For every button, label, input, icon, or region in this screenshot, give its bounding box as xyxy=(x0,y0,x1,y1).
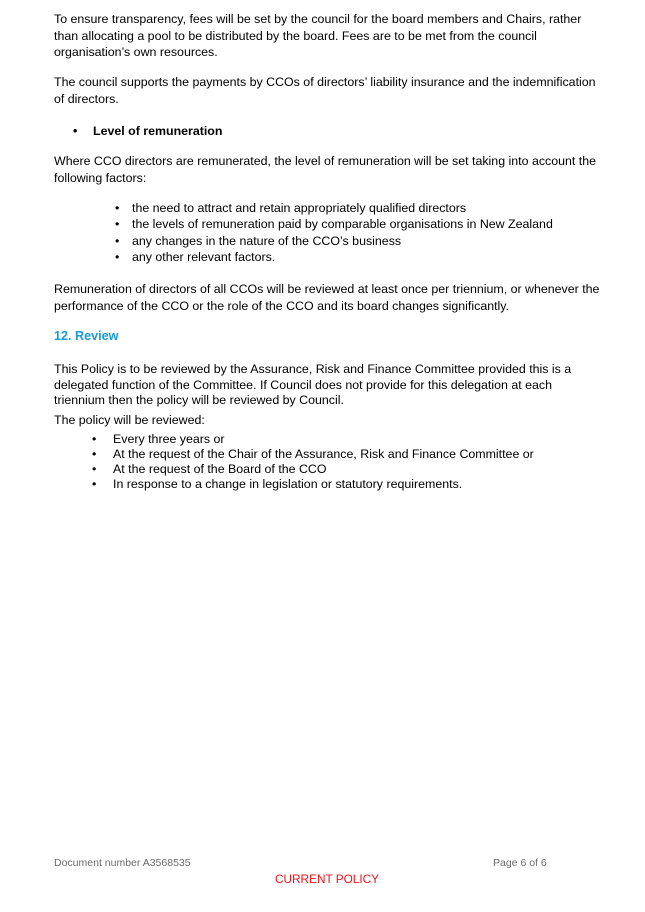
list-item: • At the request of the Chair of the Assurance, Risk and Finance Committee or xyxy=(92,447,534,461)
page-number: Page 6 of 6 xyxy=(493,857,547,869)
review-triggers-list xyxy=(92,432,534,492)
list-item: • At the request of the Board of the CCO xyxy=(92,462,327,476)
bullet-icon: • xyxy=(115,201,120,215)
list-item: • the need to attract and retain appropriately qualified directors xyxy=(115,201,467,215)
bullet-icon: • xyxy=(115,249,120,264)
level-intro-paragraph: Where CCO directors are remunerated, the level of remuneration will be set taking into account the following factors: xyxy=(54,154,597,185)
section-heading-review: 12. Review xyxy=(54,329,119,343)
bullet-icon: • xyxy=(92,447,97,461)
document-number: Document number A3568535 xyxy=(54,857,191,869)
list-item: • the levels of remuneration paid by comparable organisations in New Zealand xyxy=(115,217,553,232)
remuneration-factors-list xyxy=(115,200,553,265)
list-item: • Every three years or xyxy=(92,432,225,446)
bullet-icon: • xyxy=(92,432,97,446)
fees-paragraph: To ensure transparency, fees will be set by the council for the board members and Chairs, rather than allocating a pool to be distributed by the board. Fees are to be met from the council organisation’s own resources. xyxy=(54,12,582,59)
bullet-icon: • xyxy=(92,462,97,476)
list-item: • any other relevant factors. xyxy=(115,249,276,264)
bullet-icon: • xyxy=(115,233,120,248)
list-item: • In response to a change in legislation or statutory requirements. xyxy=(92,477,463,491)
insurance-paragraph: The council supports the payments by CCOs of directors’ liability insurance and the indemnification of directors. xyxy=(54,75,596,106)
bullet-icon: • xyxy=(73,124,78,138)
list-item: • any changes in the nature of the CCO’s business xyxy=(115,233,402,248)
remuneration-review-paragraph: Remuneration of directors of all CCOs will be reviewed at least once per triennium, or whenever the performance of the CCO or the role of the CCO and its board changes significantly. xyxy=(54,282,600,313)
policy-review-paragraph: This Policy is to be reviewed by the Assurance, Risk and Finance Committee provided this is a delegated function of the Committee. If Council does not provide for this delegation at each triennium then the policy will be reviewed by Council. xyxy=(54,362,572,407)
bullet-icon: • xyxy=(92,477,97,491)
review-intro: The policy will be reviewed: xyxy=(54,413,205,427)
bullet-icon: • xyxy=(115,217,120,232)
policy-status: CURRENT POLICY xyxy=(275,872,380,886)
